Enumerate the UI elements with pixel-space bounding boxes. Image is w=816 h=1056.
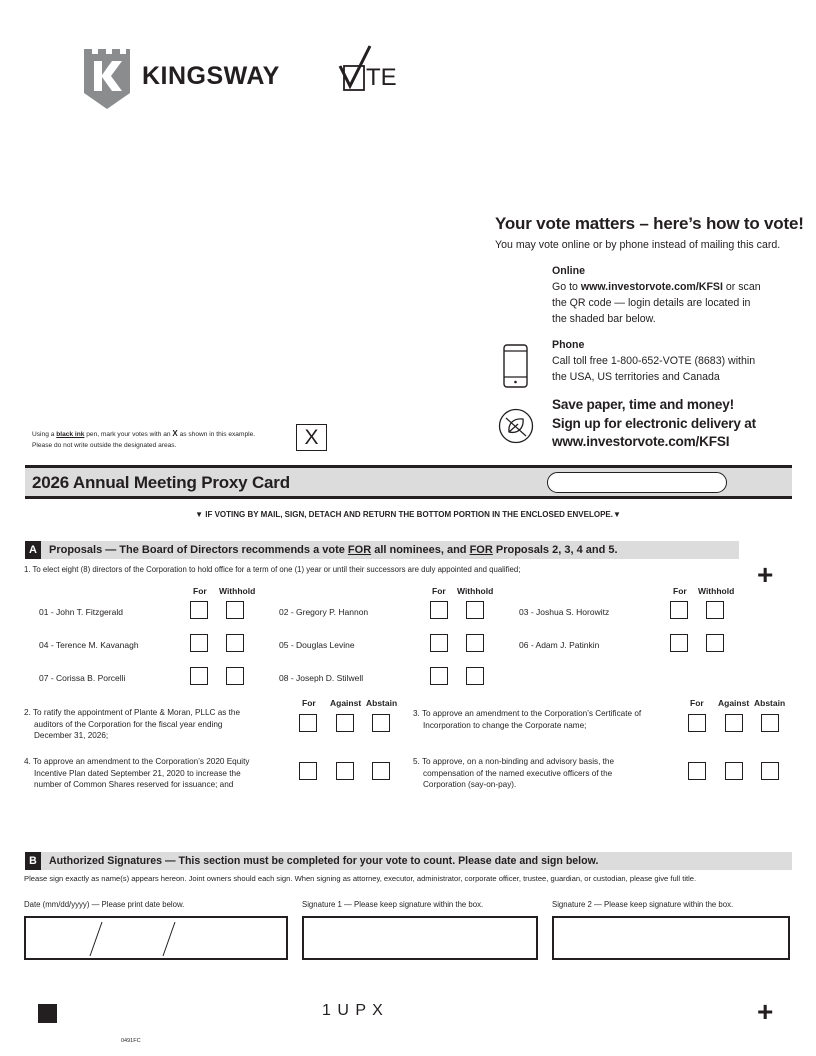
proposal-1-text: 1. To elect eight (8) directors of the Corporation to hold office for a term of one (1) year or until their successors are duly appointed and qualified; bbox=[24, 565, 521, 574]
signature-2-field[interactable] bbox=[552, 916, 790, 960]
signature-1-label: Signature 1 — Please keep signature within the box. bbox=[302, 900, 484, 909]
col-for: For bbox=[302, 698, 316, 708]
nominee-01: 01 - John T. Fitzgerald bbox=[39, 607, 123, 617]
col-abstain: Abstain bbox=[754, 698, 786, 708]
proposal-3-abstain-checkbox[interactable] bbox=[761, 714, 779, 732]
kingsway-shield-logo bbox=[82, 45, 132, 111]
nominee-08-for-checkbox[interactable] bbox=[430, 667, 448, 685]
proposal-4-text: 4. To approve an amendment to the Corporation’s 2020 Equity Incentive Plan dated September 21, 2020 to increase the number of Common Shares reserved for issuance; and bbox=[24, 757, 250, 789]
section-b-tag: B bbox=[25, 852, 41, 870]
nominee-06: 06 - Adam J. Patinkin bbox=[519, 640, 600, 650]
proposal-5-for-checkbox[interactable] bbox=[688, 762, 706, 780]
card-title: 2026 Annual Meeting Proxy Card bbox=[32, 473, 290, 492]
col-for: For bbox=[193, 586, 207, 596]
online-line1: Go to www.investorvote.com/KFSI or scan bbox=[552, 281, 761, 293]
online-heading: Online bbox=[552, 265, 585, 277]
mark-example-box: X bbox=[296, 424, 327, 451]
nominee-05: 05 - Douglas Levine bbox=[279, 640, 355, 650]
phone-section bbox=[552, 337, 755, 385]
col-withhold: Withhold bbox=[219, 586, 256, 596]
nominee-03-for-checkbox[interactable] bbox=[670, 601, 688, 619]
nominee-06-withhold-checkbox[interactable] bbox=[706, 634, 724, 652]
form-id: 0491FC bbox=[121, 1038, 141, 1044]
proposal-4-against-checkbox[interactable] bbox=[336, 762, 354, 780]
phone-line1: Call toll free 1-800-652-VOTE (8683) within bbox=[552, 355, 756, 367]
nominee-08: 08 - Joseph D. Stilwell bbox=[279, 673, 364, 683]
section-b-header: B Authorized Signatures — This section must be completed for your vote to count. Please date and sign below. bbox=[25, 852, 792, 870]
registration-cross-icon: + bbox=[757, 996, 774, 1027]
detach-notice: ▼ IF VOTING BY MAIL, SIGN, DETACH AND RETURN THE BOTTOM PORTION IN THE ENCLOSED ENVELOPE.▼ bbox=[195, 510, 621, 519]
nominee-03: 03 - Joshua S. Horowitz bbox=[519, 607, 610, 617]
nominee-02-withhold-checkbox[interactable] bbox=[466, 601, 484, 619]
nominee-05-withhold-checkbox[interactable] bbox=[466, 634, 484, 652]
col-abstain: Abstain bbox=[366, 698, 398, 708]
proposal-2-against-checkbox[interactable] bbox=[336, 714, 354, 732]
date-separator-slash-icon bbox=[159, 920, 179, 958]
nominee-07-for-checkbox[interactable] bbox=[190, 667, 208, 685]
col-against: Against bbox=[330, 698, 362, 708]
nominee-07: 07 - Corissa B. Porcelli bbox=[39, 673, 126, 683]
nominee-03-withhold-checkbox[interactable] bbox=[706, 601, 724, 619]
instructions-title: Your vote matters – here’s how to vote! bbox=[495, 214, 804, 233]
col-withhold: Withhold bbox=[457, 586, 494, 596]
date-separator-slash-icon bbox=[86, 920, 106, 958]
col-for: For bbox=[432, 586, 446, 596]
proposal-3-against-checkbox[interactable] bbox=[725, 714, 743, 732]
proposal-5-abstain-checkbox[interactable] bbox=[761, 762, 779, 780]
nominee-01-withhold-checkbox[interactable] bbox=[226, 601, 244, 619]
nominee-06-for-checkbox[interactable] bbox=[670, 634, 688, 652]
nominee-02-for-checkbox[interactable] bbox=[430, 601, 448, 619]
instructions-subtitle: You may vote online or by phone instead of mailing this card. bbox=[495, 239, 781, 251]
electronic-delivery: Save paper, time and money! Sign up for electronic delivery at www.investorvote.com/KFSI bbox=[552, 396, 756, 452]
col-against: Against bbox=[718, 698, 750, 708]
proposal-5-against-checkbox[interactable] bbox=[725, 762, 743, 780]
date-field[interactable] bbox=[24, 916, 288, 960]
proposal-4-abstain-checkbox[interactable] bbox=[372, 762, 390, 780]
nominee-07-withhold-checkbox[interactable] bbox=[226, 667, 244, 685]
signature-instructions: Please sign exactly as name(s) appears hereon. Joint owners should each sign. When signing as attorney, executor, administrator, corporate officer, trustee, guardian, or custodian, please give full title. bbox=[24, 874, 697, 883]
online-line2: the QR code — login details are located in bbox=[552, 297, 751, 309]
signature-2-label: Signature 2 — Please keep signature within the box. bbox=[552, 900, 734, 909]
proposal-2-for-checkbox[interactable] bbox=[299, 714, 317, 732]
phone-icon bbox=[503, 344, 528, 388]
date-label: Date (mm/dd/yyyy) — Please print date below. bbox=[24, 900, 185, 909]
nominee-01-for-checkbox[interactable] bbox=[190, 601, 208, 619]
nominee-04-for-checkbox[interactable] bbox=[190, 634, 208, 652]
online-line3: the shaded bar below. bbox=[552, 313, 656, 325]
phone-heading: Phone bbox=[552, 339, 585, 351]
section-a-tag: A bbox=[25, 541, 41, 559]
registration-square-mark bbox=[38, 1004, 57, 1023]
proposal-4-for-checkbox[interactable] bbox=[299, 762, 317, 780]
registration-cross-icon: + bbox=[757, 559, 774, 590]
col-for: For bbox=[673, 586, 687, 596]
phone-line2: the USA, US territories and Canada bbox=[552, 371, 720, 383]
vote-logo-text: TE bbox=[366, 64, 397, 91]
proposal-3-for-checkbox[interactable] bbox=[688, 714, 706, 732]
mark-instructions: Using a black ink pen, mark your votes with an X as shown in this example. Please do not write outside the designated areas. bbox=[32, 429, 256, 449]
proposal-2-text: 2. To ratify the appointment of Plante & Moran, PLLC as the auditors of the Corporation for the fiscal year ending December 31, 2026; bbox=[24, 708, 241, 740]
nominee-04: 04 - Terence M. Kavanagh bbox=[39, 640, 139, 650]
nominee-04-withhold-checkbox[interactable] bbox=[226, 634, 244, 652]
electronic-delivery-link[interactable]: www.investorvote.com/KFSI bbox=[552, 434, 730, 449]
nominee-02: 02 - Gregory P. Hannon bbox=[279, 607, 369, 617]
proposal-3-text: 3. To approve an amendment to the Corporation’s Certificate of Incorporation to change the Corporate name; bbox=[413, 709, 642, 730]
proposal-5-text: 5. To approve, on a non-binding and advisory basis, the compensation of the named executive officers of the Corporation (say-on-pay). bbox=[413, 757, 615, 789]
control-number-field bbox=[547, 472, 727, 493]
online-url-link[interactable]: www.investorvote.com/KFSI bbox=[580, 281, 723, 293]
col-for: For bbox=[690, 698, 704, 708]
section-a-header: A Proposals — The Board of Directors recommends a vote FOR all nominees, and FOR Proposals 2, 3, 4 and 5. bbox=[25, 541, 739, 559]
brand-name: KINGSWAY bbox=[142, 62, 280, 90]
nominee-05-for-checkbox[interactable] bbox=[430, 634, 448, 652]
col-withhold: Withhold bbox=[698, 586, 735, 596]
proposal-2-abstain-checkbox[interactable] bbox=[372, 714, 390, 732]
signature-1-field[interactable] bbox=[302, 916, 538, 960]
nominee-08-withhold-checkbox[interactable] bbox=[466, 667, 484, 685]
footer-code: 1 U P X bbox=[322, 1002, 384, 1019]
eco-leaf-icon bbox=[498, 408, 534, 444]
online-section bbox=[552, 263, 761, 327]
